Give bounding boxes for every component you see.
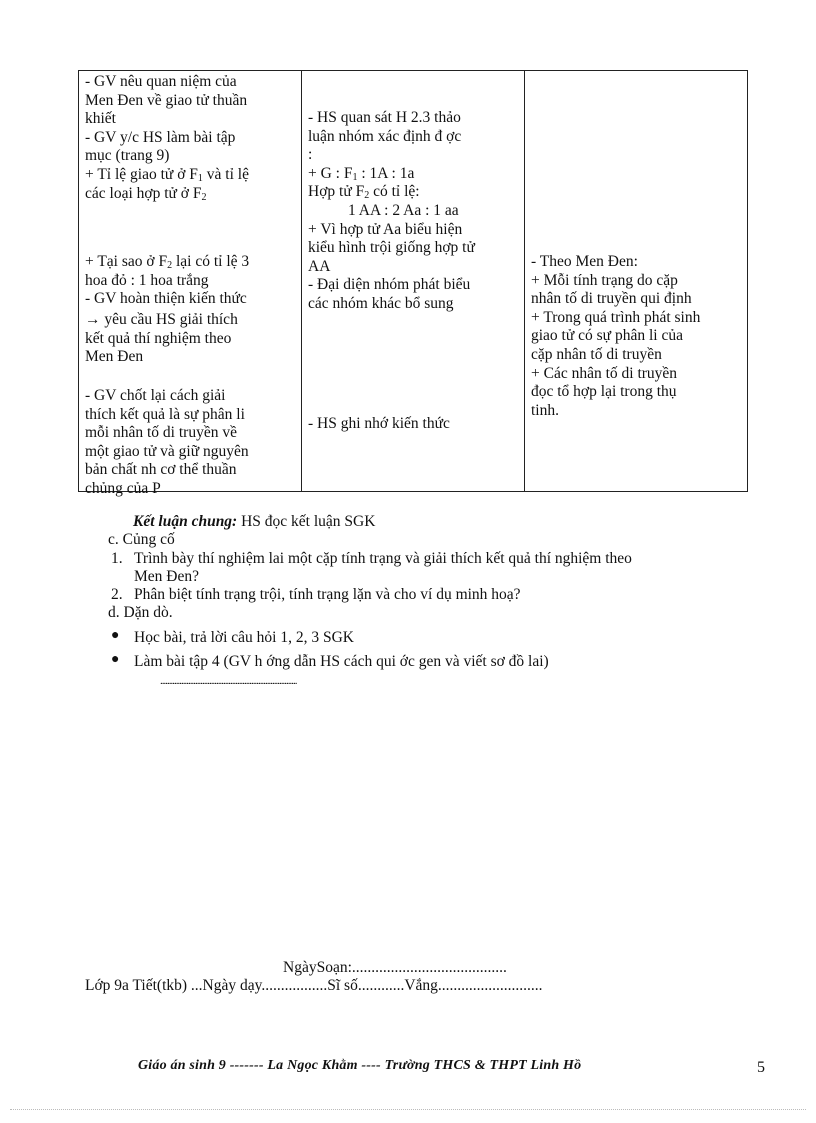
bullet-icon: ● (111, 652, 120, 667)
question-1-line-2: Men Đen? (134, 568, 199, 585)
student-activity-cell (302, 71, 525, 492)
teacher-activity-text-3: → yêu cầu HS giải thích kết quả thí nghiệm theo Men Đen (85, 311, 238, 366)
conclusion-text: HS đọc kết luận SGK (241, 513, 376, 530)
conclusion-line (133, 512, 375, 531)
consolidate-heading: c. Củng cố (108, 531, 175, 548)
footer-text: Giáo án sinh 9 ------- La Ngọc Khằm ---- Trường THCS & THPT Linh Hồ (138, 1058, 582, 1073)
teacher-activity-cell (79, 71, 302, 497)
content-text: - Theo Men Đen: + Mỗi tính trạng do cặp nhân tố di truyền qui định + Trong quá trình phát sinh giao tử có sự phân li của cặp nhân tố di truyền + Các nhân tố di truyền đọc tổ hợp lại trong thụ tinh. (531, 253, 701, 419)
homework-item-1: Học bài, trả lời câu hỏi 1, 2, 3 SGK (134, 629, 354, 646)
teacher-activity-text: - GV nêu quan niệm của Men Đen về giao tử thuần khiết - GV y/c HS làm bài tập mục (trang 9) + Tỉ lệ giao tử ở $F_1$ và tỉ lệ các loại hợp tử ở $F_2$ (85, 73, 249, 203)
dotted-separator: .............................................................................. (160, 675, 297, 687)
prep-date-line: NgàySoạn:........................................ (283, 959, 507, 976)
homework-item-2: Làm bài tập 4 (GV h ớng dẫn HS cách qui ớc gen và viết sơ đồ lai) (134, 653, 549, 670)
homework-heading: d. Dặn dò. (108, 604, 173, 621)
teacher-activity-text-2: + Tại sao ở $F_2$ lại có tỉ lệ 3 hoa đỏ : 1 hoa trắng - GV hoàn thiện kiến thức (85, 253, 250, 308)
student-activity-text-2: - HS ghi nhớ kiến thức (308, 415, 450, 432)
lesson-table (78, 70, 748, 497)
question-2-number: 2. (111, 586, 123, 603)
bullet-icon: ● (111, 628, 120, 643)
content-cell (525, 71, 748, 492)
page-number: 5 (757, 1059, 765, 1076)
student-activity-text: - HS quan sát H 2.3 thảo luận nhóm xác định đ ợc : + G : $F_1$ : 1A : 1a Hợp tử $F_2$ có tỉ lệ: 1 AA : 2 Aa : 1 aa + Vì hợp tử Aa biểu hiện kiểu hình trội giống hợp tử AA - Đại diện nhóm phát biểu các nhóm khác bổ sung (308, 109, 475, 312)
question-1-line-1: Trình bày thí nghiệm lai một cặp tính trạng và giải thích kết quả thí nghiệm theo (134, 550, 632, 567)
page-bottom-rule (10, 1109, 806, 1110)
question-1-number: 1. (111, 550, 123, 567)
teacher-activity-text-4: - GV chốt lại cách giải thích kết quả là sự phân li mỗi nhân tố di truyền về một giao tử và giữ nguyên bản chất nh cơ thể thuần chủng của P (85, 387, 249, 497)
conclusion-label: Kết luận chung: (133, 513, 238, 530)
question-2: Phân biệt tính trạng trội, tính trạng lặn và cho ví dụ minh hoạ? (134, 586, 521, 603)
class-info-line: Lớp 9a Tiết(tkb) ...Ngày dạy.................Sĩ số............Vắng........................... (85, 977, 543, 994)
